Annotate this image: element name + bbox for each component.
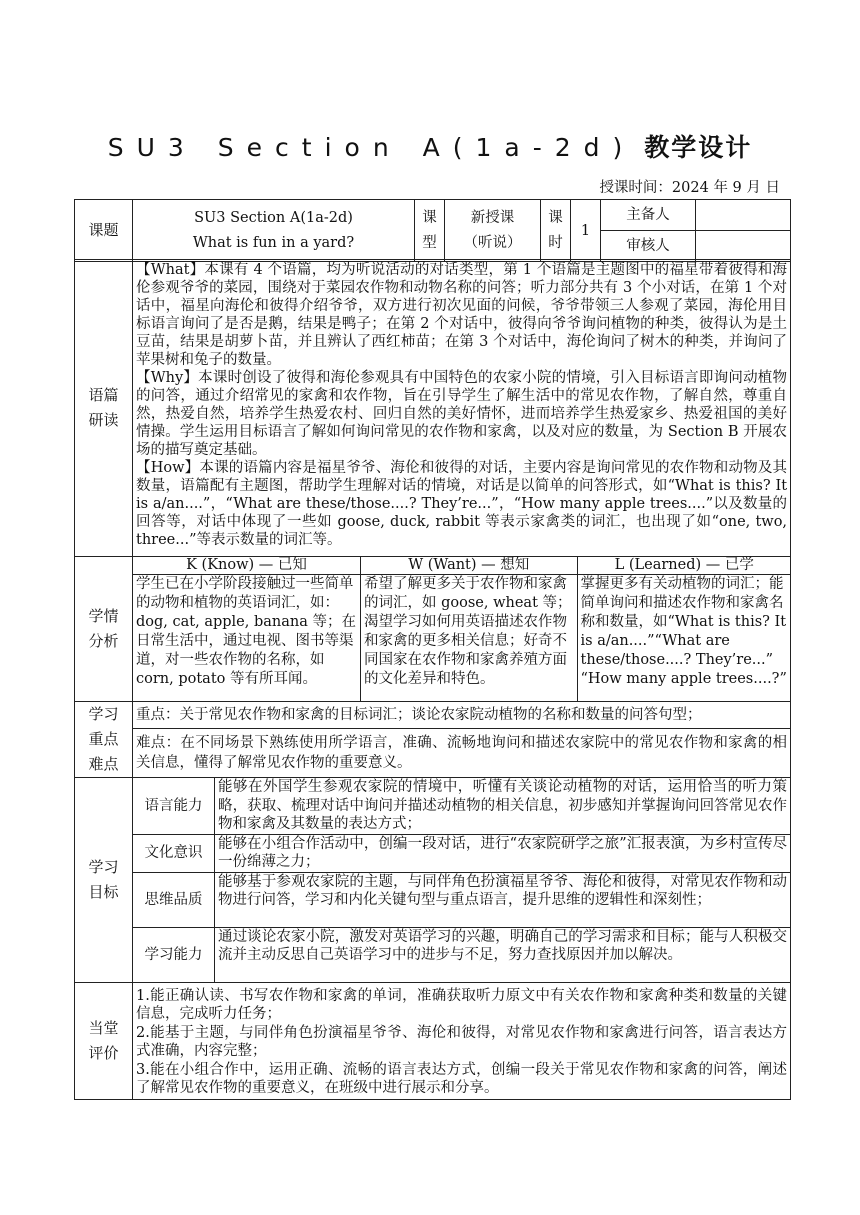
topic-line-1: SU3 Section A(1a-2d) (194, 209, 353, 226)
hours-label (541, 200, 571, 262)
evaluation-item: 1.能正确认读、书写农作物和家禽的单词，准确获取听力原文中有关农作物和家禽种类和数量的关键信息，完成听力任务； (136, 987, 788, 1022)
goal-name: 学习能力 (133, 927, 215, 982)
analysis-label-1: 学情 (88, 607, 119, 625)
type-value-2: （听说） (463, 234, 522, 251)
kwl-right-body-grid (361, 575, 791, 701)
goal-text: 通过谈论农家小院，激发对英语学习的兴趣，明确自己的学习需求和目标；能与人积极交流并主动反思自己英语学习中的进步与不足，努力查找原因并加以解决。 (215, 927, 791, 982)
title-suffix: 教学设计 (644, 133, 753, 162)
goal-text: 能够在外国学生参观农家院的情境中，听懂有关谈论动植物的对话，运用恰当的听力策略，获取、梳理对话中询问并描述动植物的相关信息，初步感知并掌握询问回答常见农作物和家禽及其数量的表达方式； (215, 778, 791, 835)
type-label-1: 课 (422, 209, 437, 226)
kwl-right-body (361, 575, 791, 702)
kwl-right-header (361, 557, 791, 575)
evaluation-label-1: 当堂 (88, 1018, 119, 1037)
goals-label-1: 学习 (88, 857, 119, 876)
topic-label: 课题 (75, 200, 133, 262)
hours-label-1: 课 (548, 209, 563, 226)
focus-difficulty: 难点：在不同场景下熟练使用所学语言，准确、流畅地询问和描述农家院中的常见农作物和家禽的相关信息，懂得了解常见农作物的重要意义。 (133, 729, 791, 778)
lesson-date: 授课时间：2024 年 9 月 日 (599, 180, 780, 196)
type-value (445, 200, 541, 262)
evaluation-content (133, 982, 791, 1099)
goals-label (75, 778, 133, 983)
goal-name: 语言能力 (133, 778, 215, 835)
topic-value (133, 200, 415, 262)
kwl-learned-body: 掌握更多有关动植物的词汇；能简单询问和描述农作物和家禽名称和数量，如“What is this? It is a/an....”“What are these/those....? They’re...” “How many apple trees....?” (580, 576, 787, 687)
goal-text: 能够在小组合作活动中，创编一段对话，进行“农家院研学之旅”汇报表演，为乡村宣传尽一份绵薄之力； (215, 834, 791, 872)
goal-text: 能够基于参观农家院的主题，与同伴角色扮演福星爷爷、海伦和彼得，对常见农作物和动物进行问答，学习和内化关键句型与重点语言，提升思维的逻辑性和深刻性； (215, 872, 791, 927)
evaluation-item: 2.能基于主题，与同伴角色扮演福星爷爷、海伦和彼得，对常见农作物和家禽进行问答，语言表达方式准确，内容完整； (136, 1024, 788, 1059)
evaluation-item: 3.能在小组合作中，运用正确、流畅的语言表达方式，创编一段关于常见农作物和家禽的问答，阐述了解常见农作物的重要意义，在班级中进行展示和分享。 (136, 1061, 788, 1096)
goal-row-4 (75, 927, 791, 982)
focus-key-row (75, 702, 791, 729)
reviewer-value[interactable] (696, 231, 791, 262)
goal-row-3 (75, 872, 791, 927)
evaluation-row (75, 982, 791, 1099)
goal-name: 文化意识 (133, 834, 215, 872)
evaluation-label (75, 982, 133, 1099)
focus-key-point: 重点：关于常见农作物和家禽的目标词汇；谈论农家院动植物的名称和数量的问答句型； (133, 702, 791, 729)
kwl-right-header-grid (361, 557, 791, 574)
reading-content (133, 260, 791, 557)
reading-why: 【Why】本课时创设了彼得和海伦参观具有中国特色的农家小院的情境，引入目标语言即询问动植物的问答，通过介绍常见的家禽和农作物，旨在引导学生了解生活中的常见农作物，了解自然，尊重自然，热爱自然，培养学生热爱农村、回归自然的美好情怀，进而培养学生热爱家乡、热爱祖国的美好情操。学生运用目标语言了解如何询问常见的农作物和家禽，以及对应的数量，为 Section B 开展农场的描写奠定基础。 (136, 370, 788, 458)
focus-label-2: 重点 (88, 730, 119, 748)
focus-label-1: 学习 (88, 705, 119, 723)
reading-row (75, 260, 791, 557)
main-preparer-value[interactable] (696, 200, 791, 231)
lesson-info-table (74, 199, 791, 262)
reading-label-2: 研读 (88, 411, 119, 429)
reading-what: 【What】本课有 4 个语篇，均为听说活动的对话类型，第 1 个语篇是主题图中的福星带着彼得和海伦参观爷爷的菜园，围绕对于菜园农作物和动物名称的问答；听力部分共有 3 个小对话，在第 1 个对话中，福星向海伦和彼得介绍爷爷，双方进行初次见面的问候，爷爷带领三人参观了菜园，海伦用目标语言询问了是否是鹅，结果是鸭子；在第 2 个对话中，彼得向爷爷询问植物的种类，彼得认为是土豆苗，结果是胡萝卜苗，并且辨认了西红柿苗；在第 3 个对话中，海伦询问了树木的种类，并询问了苹果树和兔子的数量。 (136, 262, 788, 368)
kwl-header-row (75, 557, 791, 575)
topic-line-2: What is fun in a yard? (192, 234, 355, 251)
title-code: SU3 Section A(1a-2d) (107, 133, 636, 162)
hours-value: 1 (571, 200, 601, 262)
goals-label-2: 目标 (88, 882, 119, 901)
type-value-1: 新授课 (470, 209, 515, 226)
kwl-know-body: 学生已在小学阶段接触过一些简单的动物和植物的英语词汇，如：dog, cat, apple, banana 等；在日常生活中，通过电视、图书等渠道，对一些农作物的名称，如 corn, potato 等有所耳闻。 (133, 575, 361, 702)
kwl-want-body: 希望了解更多关于农作物和家禽的词汇，如 goose, wheat 等；渴望学习如何用英语描述农作物和家禽的更多相关信息；好奇不同国家在农作物和家禽养殖方面的文化差异和特色。 (361, 575, 577, 701)
evaluation-label-2: 评价 (88, 1043, 119, 1062)
hours-label-2: 时 (548, 234, 563, 251)
goal-name: 思维品质 (133, 872, 215, 927)
kwl-body-row (75, 575, 791, 702)
focus-difficulty-row (75, 729, 791, 778)
kwl-know-header: K (Know) — 已知 (133, 557, 361, 575)
reviewer-label: 审核人 (601, 231, 696, 262)
reading-label-1: 语篇 (88, 386, 119, 404)
focus-label-3: 难点 (88, 755, 119, 773)
type-label (415, 200, 445, 262)
type-label-2: 型 (422, 234, 437, 251)
reading-how: 【How】本课的语篇内容是福星爷爷、海伦和彼得的对话，主要内容是询问常见的农作物和动物及其数量，语篇配有主题图，帮助学生理解对话的情境，对话是以简单的问答形式，如“What is this? It is a/an....”，“What are these/those....? They’re...”，“How many apple trees....”以及数量的回答等，对话中体现了一些如 goose, duck, rabbit 等表示家禽类的词汇，也出现了如“one, two, three...”等表示数量的词汇等。 (136, 460, 788, 548)
page-title (0, 128, 860, 164)
analysis-label (75, 557, 133, 702)
goal-row-2 (75, 834, 791, 872)
main-preparer-label: 主备人 (601, 200, 696, 231)
kwl-learned-header: L (Learned) — 已学 (614, 557, 754, 573)
analysis-label-2: 分析 (88, 632, 119, 650)
goal-row-1 (75, 778, 791, 835)
kwl-want-header: W (Want) — 想知 (361, 557, 577, 574)
focus-label (75, 702, 133, 778)
lesson-plan-table (74, 259, 791, 1100)
reading-label (75, 260, 133, 557)
